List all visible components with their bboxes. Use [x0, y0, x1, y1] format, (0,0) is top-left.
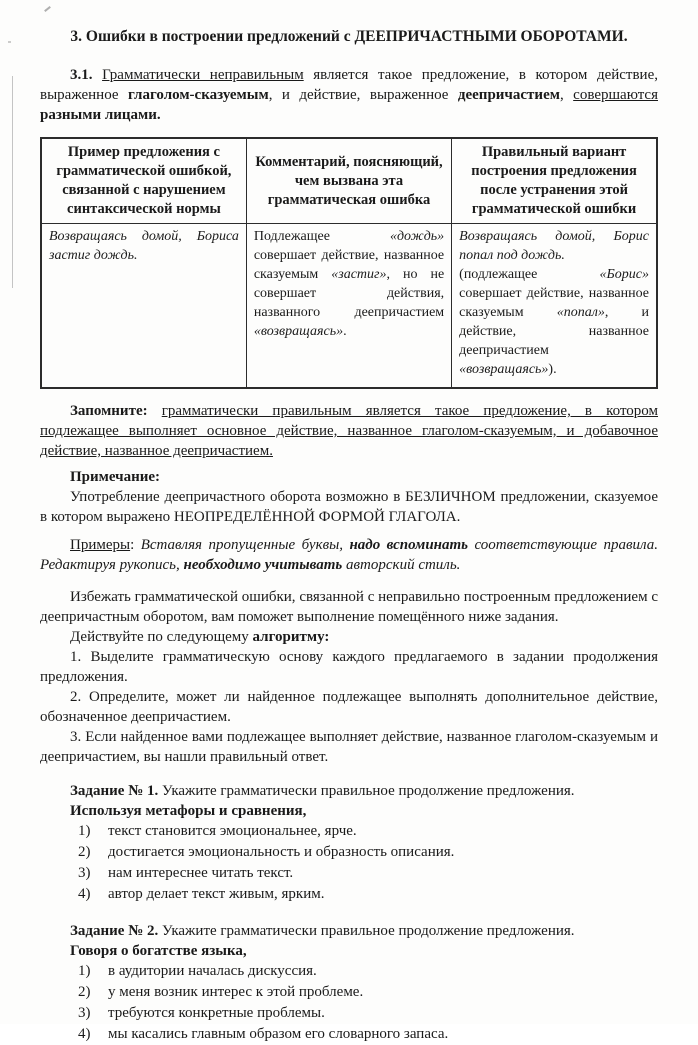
option-number: 1) [78, 823, 91, 839]
task-1-option-1 [78, 821, 658, 842]
note-body: Употребление деепричастного оборота возможно в БЕЗЛИЧНОМ предложении, сказуемое в котором выражено НЕОПРЕДЕЛЁННОЙ ФОРМОЙ ГЛАГОЛА. [40, 489, 658, 525]
table-header-example: Пример предложения с грамматической ошибкой, связанной с нарушением синтаксической нормы [41, 138, 246, 224]
error-example-table [40, 137, 658, 389]
table-header-correct: Правильный вариант построения предложения после устранения этой грамматической ошибки [452, 138, 657, 224]
task-2-option-4 [78, 1024, 658, 1045]
algorithm-step-2: 2. Определите, может ли найденное подлежащее выполнять дополнительное действие, обозначенное деепричастием. [40, 689, 658, 725]
intro-paragraph: 3.1. Грамматически неправильным является такое предложение, в котором действие, выраженное глаголом-сказуемым, и действие, выраженное деепричастием, совершаются разными лицами. [40, 67, 658, 123]
table-header-comment: Комментарий, поясняющий, чем вызвана эта грамматическая ошибка [246, 138, 451, 224]
option-number: 4) [78, 886, 91, 902]
task-2 [40, 921, 658, 1045]
task-1-heading: Задание № 1. Укажите грамматически правильное продолжение предложения. [70, 783, 575, 799]
option-number: 3) [78, 1005, 91, 1021]
table-row [41, 224, 657, 389]
option-text: мы касались главным образом его словарного запаса. [108, 1026, 449, 1042]
page-title: 3. Ошибки в построении предложений с ДЕЕПРИЧАСТНЫМИ ОБОРОТАМИ. [70, 28, 628, 45]
option-number: 2) [78, 984, 91, 1000]
algorithm-intro: Избежать грамматической ошибки, связанной с неправильно построенным предложением с деепричастным оборотом, вам поможет выполнение помещённого ниже задания. [40, 589, 658, 625]
option-number: 3) [78, 865, 91, 881]
option-number: 1) [78, 963, 91, 979]
scan-artifact-line [12, 76, 13, 288]
option-text: у меня возник интерес к этой проблеме. [108, 984, 364, 1000]
option-number: 4) [78, 1026, 91, 1042]
task-2-stem: Говоря о богатстве языка, [70, 943, 247, 959]
option-text: автор делает текст живым, ярким. [108, 886, 325, 902]
cell-correct-variant: Возвращаясь домой, Борис попал под дождь. (подлежащее «Борис» совершает действие, названное сказуемым «попал», и действие, названное деепричастием «возвращаясь»). [452, 224, 657, 389]
option-text: требуются конкретные проблемы. [108, 1005, 325, 1021]
remember-paragraph: Запомните: грамматически правильным является такое предложение, в котором подлежащее выполняет основное действие, названное глаголом-сказуемым, и добавочное действие, названное деепричастием. [40, 403, 659, 459]
scan-speck [8, 41, 11, 43]
task-2-option-3 [78, 1003, 658, 1024]
table-header-row [41, 138, 657, 224]
option-number: 2) [78, 844, 91, 860]
note-heading: Примечание: [70, 469, 161, 485]
task-2-option-1 [78, 961, 658, 982]
task-2-heading: Задание № 2. Укажите грамматически правильное продолжение предложения. [70, 923, 575, 939]
cell-example-sentence: Возвращаясь домой, Бориса застиг дождь. [41, 224, 246, 389]
task-2-option-2 [78, 982, 658, 1003]
option-text: нам интереснее читать текст. [108, 865, 294, 881]
task-1-option-3 [78, 863, 658, 884]
algorithm-heading: Действуйте по следующему алгоритму: [70, 629, 330, 645]
examples-paragraph: Примеры: Вставляя пропущенные буквы, надо вспоминать соответствующие правила. Редактируя рукопись, необходимо учитывать авторский стиль. [40, 537, 658, 573]
table-body [41, 224, 657, 389]
task-1-stem: Используя метафоры и сравнения, [70, 803, 307, 819]
cell-comment: Подлежащее «дождь» совершает действие, названное сказуемым «застиг», но не совершает действия, названного деепричастием «возвращаясь». [246, 224, 451, 389]
task-1-option-2 [78, 842, 658, 863]
scan-speck [44, 6, 51, 12]
algorithm-step-1: 1. Выделите грамматическую основу каждого предлагаемого в задании продолжения предложения. [40, 649, 658, 685]
option-text: в аудитории началась дискуссия. [108, 963, 317, 979]
option-text: достигается эмоциональность и образность описания. [108, 844, 455, 860]
task-1 [40, 781, 658, 905]
option-text: текст становится эмоциональнее, ярче. [108, 823, 357, 839]
algorithm-step-3: 3. Если найденное вами подлежащее выполняет действие, названное глаголом-сказуемым и деепричастием, вы нашли правильный ответ. [40, 729, 658, 765]
task-1-option-4 [78, 884, 658, 905]
table-head [41, 138, 657, 224]
